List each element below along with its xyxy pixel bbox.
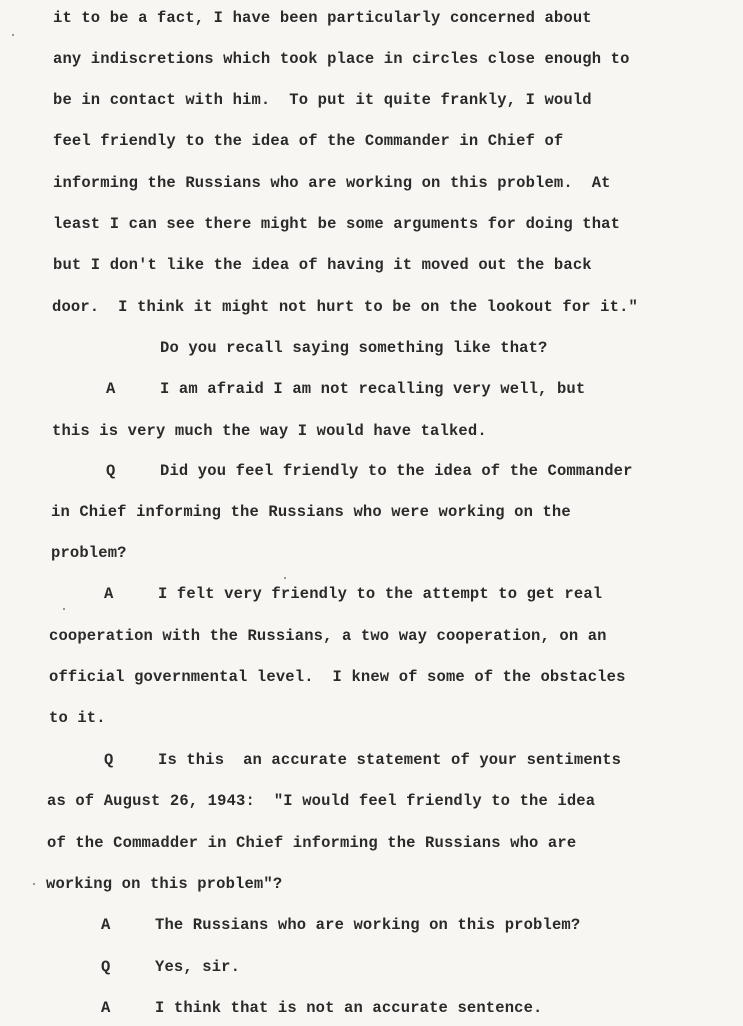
transcript-line: The Russians who are working on this problem?: [155, 916, 581, 934]
transcript-line: as of August 26, 1943: "I would feel friendly to the idea: [47, 792, 596, 810]
speaker-label: A: [104, 585, 114, 603]
transcript-line: any indiscretions which took place in circles close enough to: [53, 50, 630, 68]
scan-speck: [284, 577, 286, 579]
speaker-label: A: [101, 999, 111, 1017]
scan-speck: [12, 34, 14, 36]
speaker-label: Q: [106, 462, 116, 480]
transcript-line: to it.: [49, 709, 106, 727]
transcript-line: problem?: [51, 544, 127, 562]
transcript-line: I think that is not an accurate sentence.: [155, 999, 543, 1017]
speaker-label: A: [106, 380, 116, 398]
transcript-line: Do you recall saying something like that?: [160, 339, 548, 357]
transcript-line: official governmental level. I knew of some of the obstacles: [49, 668, 626, 686]
speaker-label: A: [101, 916, 111, 934]
transcript-line: Yes, sir.: [155, 958, 241, 976]
transcript-line: I felt very friendly to the attempt to get real: [158, 585, 603, 603]
transcript-line: of the Commadder in Chief informing the Russians who are: [47, 834, 577, 852]
transcript-line: working on this problem"?: [46, 875, 283, 893]
transcript-line: it to be a fact, I have been particularly concerned about: [53, 9, 592, 27]
scan-speck: [33, 883, 35, 885]
scan-speck: [63, 608, 65, 610]
transcript-line: feel friendly to the idea of the Commander in Chief of: [53, 132, 564, 150]
transcript-line: I am afraid I am not recalling very well, but: [160, 380, 586, 398]
transcript-line: informing the Russians who are working on this problem. At: [53, 174, 611, 192]
transcript-line: Did you feel friendly to the idea of the Commander: [160, 462, 633, 480]
transcript-line: Is this an accurate statement of your sentiments: [158, 751, 622, 769]
speaker-label: Q: [101, 958, 111, 976]
transcript-line: least I can see there might be some arguments for doing that: [53, 215, 621, 233]
transcript-line: cooperation with the Russians, a two way cooperation, on an: [49, 627, 607, 645]
transcript-line: this is very much the way I would have talked.: [52, 422, 487, 440]
transcript-line: be in contact with him. To put it quite frankly, I would: [53, 91, 592, 109]
transcript-line: door. I think it might not hurt to be on the lookout for it.": [52, 298, 638, 316]
transcript-line: but I don't like the idea of having it moved out the back: [53, 256, 592, 274]
transcript-line: in Chief informing the Russians who were working on the: [51, 503, 571, 521]
speaker-label: Q: [104, 751, 114, 769]
